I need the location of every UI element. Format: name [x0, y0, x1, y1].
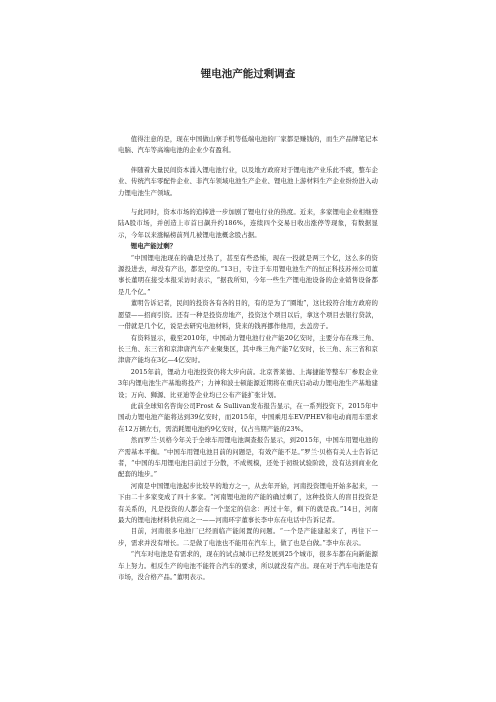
paragraph: “汽车对电池是有需求的，现在的试点城市已经发展到25个城市，很多车都在向新能源车上努力。相反生产的电池不能符合汽车的要求，所以就没有产出。现在对于汽车电池是有市场，没合格产品。”董明表示。 [118, 550, 378, 582]
paragraph: 有资料显示，截至2010年，中国动力锂电池行业产能20亿安时，主要分布在珠三角、长三角、东三省和京津唐汽车产业聚集区，其中珠三角产能7亿安时，长三角、东三省和京津唐产能均在3亿—4亿安时。 [118, 333, 378, 365]
paragraph: 然而罗兰·贝格今年关于全球车用锂电池调查报告显示，到2015年，中国车用锂电池的产需基本平衡。“中国车用锂电池目前的问题是，有效产能不足。”罗兰·贝格有关人士告诉记者，“中国的车用锂电池目前过于分散，不成规模，还处于初级试验阶段，没有达到商业化配套的地步。” [118, 436, 378, 479]
paragraph: 与此同时，资本市场的追捧进一步加剧了锂电行业的热度。近来，多家锂电企业相继登陆A股市场，并创造上市首日飙升约186%，连续四个交易日收出涨停等现象，有数据显示，今年以来涨幅榜前列几被锂电池概念股占据。 [118, 208, 378, 239]
document-body [118, 126, 378, 583]
paragraph: 此前全球知名咨询公司Frost & Sullivan发布报告显示，在一系列投资下，2015年中国动力锂电池产能将达到39亿安时，而2015年，中国乘用车EV/PHEV和电动商用车需求在12万辆左右，需消耗锂电池约9亿安时，仅占当期产能的23%。 [118, 401, 378, 433]
paragraph: 目前，河南很多电池厂已经面临产能闲置的问题。“一个是产能建起来了，再往下一步，需求并没有增长。二是做了电池也不能用在汽车上，做了也是白做。”李中东表示。 [118, 527, 378, 547]
paragraph: 河南是中国锂电池起步比较早的地方之一，从去年开始，河南投资锂电开始多起来，一下由二十多家变成了四十多家。“河南锂电池的产能的确过剩了，这种投资人的盲目投资是有关系的，凡是投资的人都会有一个坚定的信念：再过十年，剩下的就是我。”14日，河南最大的锂电池材料供应商之一——河南环宇董事长李中东在电话中告诉记者。 [118, 481, 378, 524]
paragraph: “中国锂电池现在的确是过热了，甚至有些恐怖，现在一投就是两三个亿，这么多的资源投进去，却没有产出，都是空的。”13日，专注于车用锂电池生产的恒正科技苏州公司董事长董明在接受本报采访时表示，“据我所知，今年一些生产锂电池设备的企业销售设备都是几个亿。” [118, 253, 378, 296]
paragraph: 2015年前，锂动力电池投资仍将大步向前。北京普莱德、上海捷能等整车厂参股企业3年内锂电池生产基地将投产；力神和波士顿能源近期将在重庆启动动力锂电池生产基地建设；万向、狮源、比亚迪等企业均已公布产能扩张计划。 [118, 367, 378, 399]
section-heading: 锂电产能过剩？ [130, 242, 177, 251]
paragraph: 董明告诉记者，民间的投资各有各的目的，有的是为了“圈地”，这比较符合地方政府的愿望——招商引资。还有一种是投资房地产，投资这个项目以后，拿这个项目去银行贷款，一借就是几个亿，说是去研究电池材料，贷来的钱再挪作他用，去盖房子。 [118, 299, 378, 331]
paragraph: 伴随着大量民间资本涌入锂电池行业，以及地方政府对于锂电池产业乐此不疲，整车企业、传统汽车零配件企业、非汽车领域电池生产企业、锂电池上游材料生产企业纷纷进入动力锂电池生产领域。 [118, 165, 378, 197]
paragraph: 值得注意的是，现在中国做山寨手机等低端电池的厂家都是赚钱的，而生产品牌笔记本电脑、汽车等高端电池的企业少有盈利。 [118, 135, 378, 155]
document-title: 锂电池产能过剩调查 [200, 68, 296, 80]
